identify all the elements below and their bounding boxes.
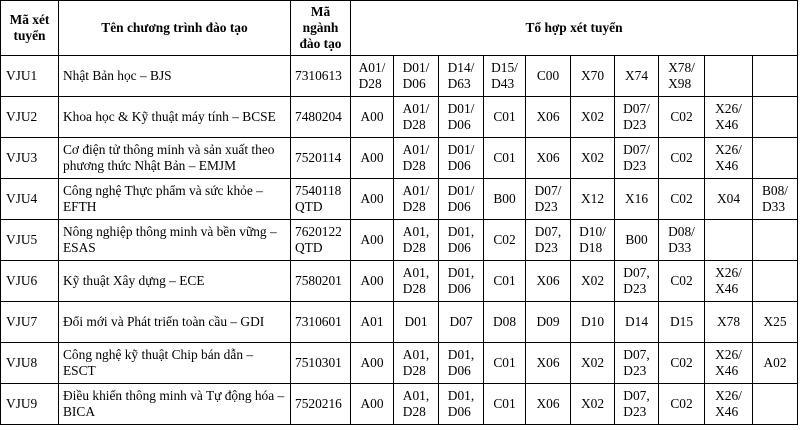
combination-cell	[705, 97, 753, 138]
combination-cell	[439, 343, 484, 384]
combination-cell	[526, 384, 571, 425]
combination-cell	[484, 179, 526, 220]
combination-cell-text: A01, D28	[402, 388, 430, 419]
combination-cell	[615, 302, 659, 343]
combination-cell-text: D10	[580, 314, 605, 329]
combination-cell-text: C01	[493, 273, 516, 288]
combination-cell	[526, 261, 571, 302]
combination-cell	[705, 220, 753, 261]
admission-code-cell-text: VJU1	[6, 68, 38, 83]
major-code-cell	[291, 302, 351, 343]
combination-cell-text: X02	[580, 150, 605, 165]
combination-cell	[526, 97, 571, 138]
combination-cell	[615, 261, 659, 302]
table-row	[1, 220, 798, 261]
combination-cell-text: D08/ D33	[668, 224, 695, 255]
program-name-cell	[59, 302, 291, 343]
combination-cell	[394, 302, 439, 343]
combination-cell	[571, 261, 615, 302]
combination-cell	[351, 343, 394, 384]
table-row	[1, 138, 798, 179]
combination-cell	[439, 302, 484, 343]
combination-cell-text: D09	[536, 314, 560, 329]
combination-cell	[753, 138, 798, 179]
table-row	[1, 261, 798, 302]
admission-code-cell	[1, 343, 59, 384]
combination-cell	[439, 56, 484, 97]
table-row	[1, 302, 798, 343]
major-code-cell	[291, 56, 351, 97]
combination-cell	[526, 179, 571, 220]
combination-cell	[659, 384, 705, 425]
admission-code-cell	[1, 97, 59, 138]
combination-cell-text: B00	[625, 232, 648, 247]
combination-cell	[615, 179, 659, 220]
combination-cell	[615, 56, 659, 97]
combination-cell-text: D07, D23	[534, 224, 562, 255]
combination-cell-text: D15/ D43	[491, 60, 518, 91]
combination-cell	[394, 97, 439, 138]
combination-cell-text: X02	[580, 109, 605, 124]
combination-cell	[484, 302, 526, 343]
combination-cell-text: A01/ D28	[402, 142, 430, 173]
program-name-cell-text: Công nghệ kỹ thuật Chip bán dẫn – ESCT	[63, 347, 254, 378]
combination-cell	[484, 384, 526, 425]
combination-cell-text: C01	[493, 109, 516, 124]
combination-cell-text: A00	[360, 191, 384, 206]
combination-cell-text: X12	[580, 191, 605, 206]
header-combinations: Tổ hợp xét tuyển	[351, 1, 798, 56]
admission-code-cell	[1, 138, 59, 179]
combination-cell	[571, 97, 615, 138]
table-row	[1, 343, 798, 384]
admission-code-cell	[1, 179, 59, 220]
combination-cell-text: D01, D06	[447, 224, 475, 255]
combination-cell-text: A00	[360, 150, 384, 165]
combination-cell	[753, 384, 798, 425]
combination-cell-text: A01, D28	[402, 347, 430, 378]
major-code-cell-text: 7620122 QTD	[295, 224, 342, 255]
combination-cell	[439, 220, 484, 261]
combination-cell-text: X04	[716, 191, 741, 206]
combination-cell	[394, 179, 439, 220]
combination-cell-text: C02	[670, 273, 693, 288]
combination-cell	[705, 179, 753, 220]
combination-cell	[705, 56, 753, 97]
combination-cell	[526, 302, 571, 343]
combination-cell	[659, 261, 705, 302]
header-major-code: Mã ngành đào tạo	[291, 1, 351, 56]
combination-cell-text: D01, D06	[447, 347, 475, 378]
combination-cell	[615, 220, 659, 261]
combination-cell-text: A02	[763, 355, 787, 370]
combination-cell	[659, 179, 705, 220]
combination-cell-text: D07/ D23	[623, 142, 650, 173]
combination-cell	[351, 384, 394, 425]
combination-cell-text: A00	[360, 396, 384, 411]
combination-cell	[351, 302, 394, 343]
combination-cell	[705, 384, 753, 425]
combination-cell	[705, 138, 753, 179]
combination-cell-text: A01/ D28	[358, 60, 386, 91]
combination-cell	[484, 261, 526, 302]
combination-cell-text: X70	[580, 68, 605, 83]
admission-code-cell-text: VJU7	[6, 314, 38, 329]
combination-cell	[351, 179, 394, 220]
program-name-cell-text: Điều khiển thông minh và Tự động hóa – BICA	[63, 388, 285, 419]
program-name-cell	[59, 384, 291, 425]
combination-cell	[705, 343, 753, 384]
header-row	[1, 1, 798, 56]
combination-cell	[394, 56, 439, 97]
major-code-cell	[291, 384, 351, 425]
combination-cell-text: D01/ D06	[447, 142, 475, 173]
combination-cell-text: D07/ D23	[623, 101, 650, 132]
combination-cell-text: X26/ X46	[715, 347, 742, 378]
program-name-cell	[59, 138, 291, 179]
combination-cell-text: D07, D23	[623, 388, 650, 419]
combination-cell	[394, 384, 439, 425]
major-code-cell-text: 7540118 QTD	[295, 183, 342, 214]
combination-cell	[753, 56, 798, 97]
combination-cell	[571, 343, 615, 384]
combination-cell-text: D07	[449, 314, 473, 329]
combination-cell-text: D01/ D06	[447, 101, 475, 132]
combination-cell-text: X02	[580, 396, 605, 411]
combination-cell	[753, 97, 798, 138]
program-name-cell	[59, 179, 291, 220]
combination-cell-text: D07/ D23	[534, 183, 562, 214]
combination-cell	[484, 138, 526, 179]
program-name-cell	[59, 261, 291, 302]
major-code-cell	[291, 343, 351, 384]
combination-cell	[351, 138, 394, 179]
admission-code-cell-text: VJU8	[6, 355, 38, 370]
combination-cell	[484, 220, 526, 261]
combination-cell-text: A00	[360, 273, 384, 288]
admission-code-cell-text: VJU9	[6, 396, 38, 411]
combination-cell	[439, 261, 484, 302]
combination-cell	[659, 138, 705, 179]
combination-cell	[659, 343, 705, 384]
combination-cell-text: D14	[624, 314, 649, 329]
combination-cell-text: D08	[492, 314, 517, 329]
combination-cell	[659, 220, 705, 261]
combination-cell-text: C02	[493, 232, 516, 247]
combination-cell-text: X06	[536, 109, 560, 124]
combination-cell-text: X26/ X46	[715, 101, 742, 132]
admission-code-cell	[1, 302, 59, 343]
combination-cell	[615, 384, 659, 425]
major-code-cell-text: 7520216	[295, 396, 342, 411]
combination-cell-text: B00	[493, 191, 516, 206]
combination-cell	[659, 56, 705, 97]
combination-cell-text: X74	[624, 68, 649, 83]
table-row	[1, 179, 798, 220]
admission-code-cell-text: VJU4	[6, 191, 38, 206]
combination-cell	[753, 343, 798, 384]
major-code-cell-text: 7310601	[295, 314, 342, 329]
combination-cell	[484, 56, 526, 97]
combination-cell	[439, 179, 484, 220]
combination-cell	[351, 261, 394, 302]
combination-cell-text: X02	[580, 273, 605, 288]
program-name-cell	[59, 97, 291, 138]
combination-cell	[659, 97, 705, 138]
combination-cell	[615, 343, 659, 384]
major-code-cell-text: 7480204	[295, 109, 342, 124]
table-row	[1, 56, 798, 97]
combination-cell	[659, 302, 705, 343]
admission-code-cell-text: VJU6	[6, 273, 38, 288]
combination-cell	[439, 97, 484, 138]
program-name-cell-text: Kỹ thuật Xây dựng – ECE	[63, 273, 205, 288]
combination-cell	[484, 97, 526, 138]
major-code-cell	[291, 138, 351, 179]
table-row	[1, 384, 798, 425]
combination-cell-text: A01/ D28	[402, 101, 430, 132]
combination-cell	[571, 179, 615, 220]
header-admission-code: Mã xét tuyển	[1, 1, 59, 56]
major-code-cell-text: 7520114	[295, 150, 342, 165]
combination-cell	[705, 261, 753, 302]
combination-cell-text: X26/ X46	[715, 265, 742, 296]
combination-cell-text: C02	[670, 191, 693, 206]
header-program-name: Tên chương trình đào tạo	[59, 1, 291, 56]
combination-cell-text: B08/ D33	[761, 183, 789, 214]
major-code-cell	[291, 97, 351, 138]
combination-cell-text: D01, D06	[447, 265, 475, 296]
admission-code-cell-text: VJU3	[6, 150, 38, 165]
combination-cell-text: D01/ D06	[402, 60, 430, 91]
combination-cell-text: X25	[763, 314, 787, 329]
combination-cell	[484, 343, 526, 384]
combination-cell	[351, 97, 394, 138]
combination-cell-text: C01	[493, 396, 516, 411]
combination-cell	[439, 384, 484, 425]
combination-cell-text: X06	[536, 355, 560, 370]
combination-cell	[615, 97, 659, 138]
program-name-cell-text: Nông nghiệp thông minh và bền vững – ESAS	[63, 224, 277, 255]
combination-cell-text: X26/ X46	[715, 142, 742, 173]
program-name-cell-text: Công nghệ Thực phẩm và sức khỏe – EFTH	[63, 183, 263, 214]
combination-cell-text: A00	[360, 355, 384, 370]
combination-cell	[394, 220, 439, 261]
combination-cell	[526, 56, 571, 97]
combination-cell-text: D01, D06	[447, 388, 475, 419]
major-code-cell	[291, 261, 351, 302]
admission-code-cell-text: VJU5	[6, 232, 38, 247]
program-name-cell	[59, 220, 291, 261]
combination-cell-text: C02	[670, 150, 693, 165]
combination-cell-text: D01/ D06	[447, 183, 475, 214]
combination-cell-text: A01, D28	[402, 265, 430, 296]
combination-cell-text: A01, D28	[402, 224, 430, 255]
combination-cell-text: X26/ X46	[715, 388, 742, 419]
major-code-cell	[291, 220, 351, 261]
combination-cell	[351, 56, 394, 97]
combination-cell-text: D01	[404, 314, 428, 329]
combination-cell-text: A01/ D28	[402, 183, 430, 214]
combination-cell-text: D10/ D18	[579, 224, 606, 255]
combination-cell	[526, 138, 571, 179]
program-name-cell-text: Khoa học & Kỹ thuật máy tính – BCSE	[63, 109, 276, 124]
major-code-cell-text: 7510301	[295, 355, 342, 370]
combination-cell-text: C00	[536, 68, 560, 83]
combination-cell	[571, 220, 615, 261]
admission-code-cell	[1, 261, 59, 302]
combination-cell	[394, 261, 439, 302]
combination-cell-text: X02	[580, 355, 605, 370]
combination-cell	[753, 261, 798, 302]
table-row	[1, 97, 798, 138]
combination-cell	[439, 138, 484, 179]
combination-cell-text: A00	[360, 232, 384, 247]
combination-cell	[753, 179, 798, 220]
combination-cell	[526, 343, 571, 384]
combination-cell-text: C02	[670, 109, 693, 124]
combination-cell	[571, 384, 615, 425]
combination-cell-text: D07, D23	[623, 347, 650, 378]
program-name-cell-text: Nhật Bản học – BJS	[63, 68, 172, 83]
major-code-cell-text: 7580201	[295, 273, 342, 288]
combination-cell-text: C02	[670, 355, 693, 370]
admission-code-cell	[1, 384, 59, 425]
combination-cell	[394, 343, 439, 384]
combination-cell-text: C01	[493, 355, 516, 370]
major-code-cell	[291, 179, 351, 220]
combination-cell-text: C02	[670, 396, 693, 411]
combination-cell	[571, 56, 615, 97]
combination-cell-text: D07, D23	[623, 265, 650, 296]
combination-cell-text: X78/ X98	[668, 60, 695, 91]
combination-cell-text: X16	[624, 191, 649, 206]
combination-cell	[351, 220, 394, 261]
combination-cell	[705, 302, 753, 343]
combination-cell-text: D15	[669, 314, 694, 329]
combination-cell-text: X06	[536, 396, 560, 411]
combination-cell-text: X06	[536, 273, 560, 288]
combination-cell	[753, 302, 798, 343]
combination-cell-text: A01	[360, 314, 384, 329]
program-name-cell-text: Đổi mới và Phát triển toàn cầu – GDI	[63, 314, 265, 329]
program-name-cell	[59, 56, 291, 97]
combination-cell-text: A00	[360, 109, 384, 124]
combination-cell-text: C01	[493, 150, 516, 165]
program-name-cell-text: Cơ điện tử thông minh và sản xuất theo phương thức Nhật Bản – EMJM	[63, 142, 275, 173]
combination-cell-text: X78	[716, 314, 741, 329]
combination-cell	[753, 220, 798, 261]
combination-cell-text: X06	[536, 150, 560, 165]
combination-cell	[571, 302, 615, 343]
combination-cell	[615, 138, 659, 179]
combination-cell-text: D14/ D63	[447, 60, 475, 91]
admission-code-cell-text: VJU2	[6, 109, 38, 124]
program-name-cell	[59, 343, 291, 384]
combination-cell	[394, 138, 439, 179]
admission-code-cell	[1, 56, 59, 97]
major-code-cell-text: 7310613	[295, 68, 342, 83]
table-body	[1, 56, 798, 425]
combination-cell	[526, 220, 571, 261]
admission-code-cell	[1, 220, 59, 261]
combination-cell	[571, 138, 615, 179]
